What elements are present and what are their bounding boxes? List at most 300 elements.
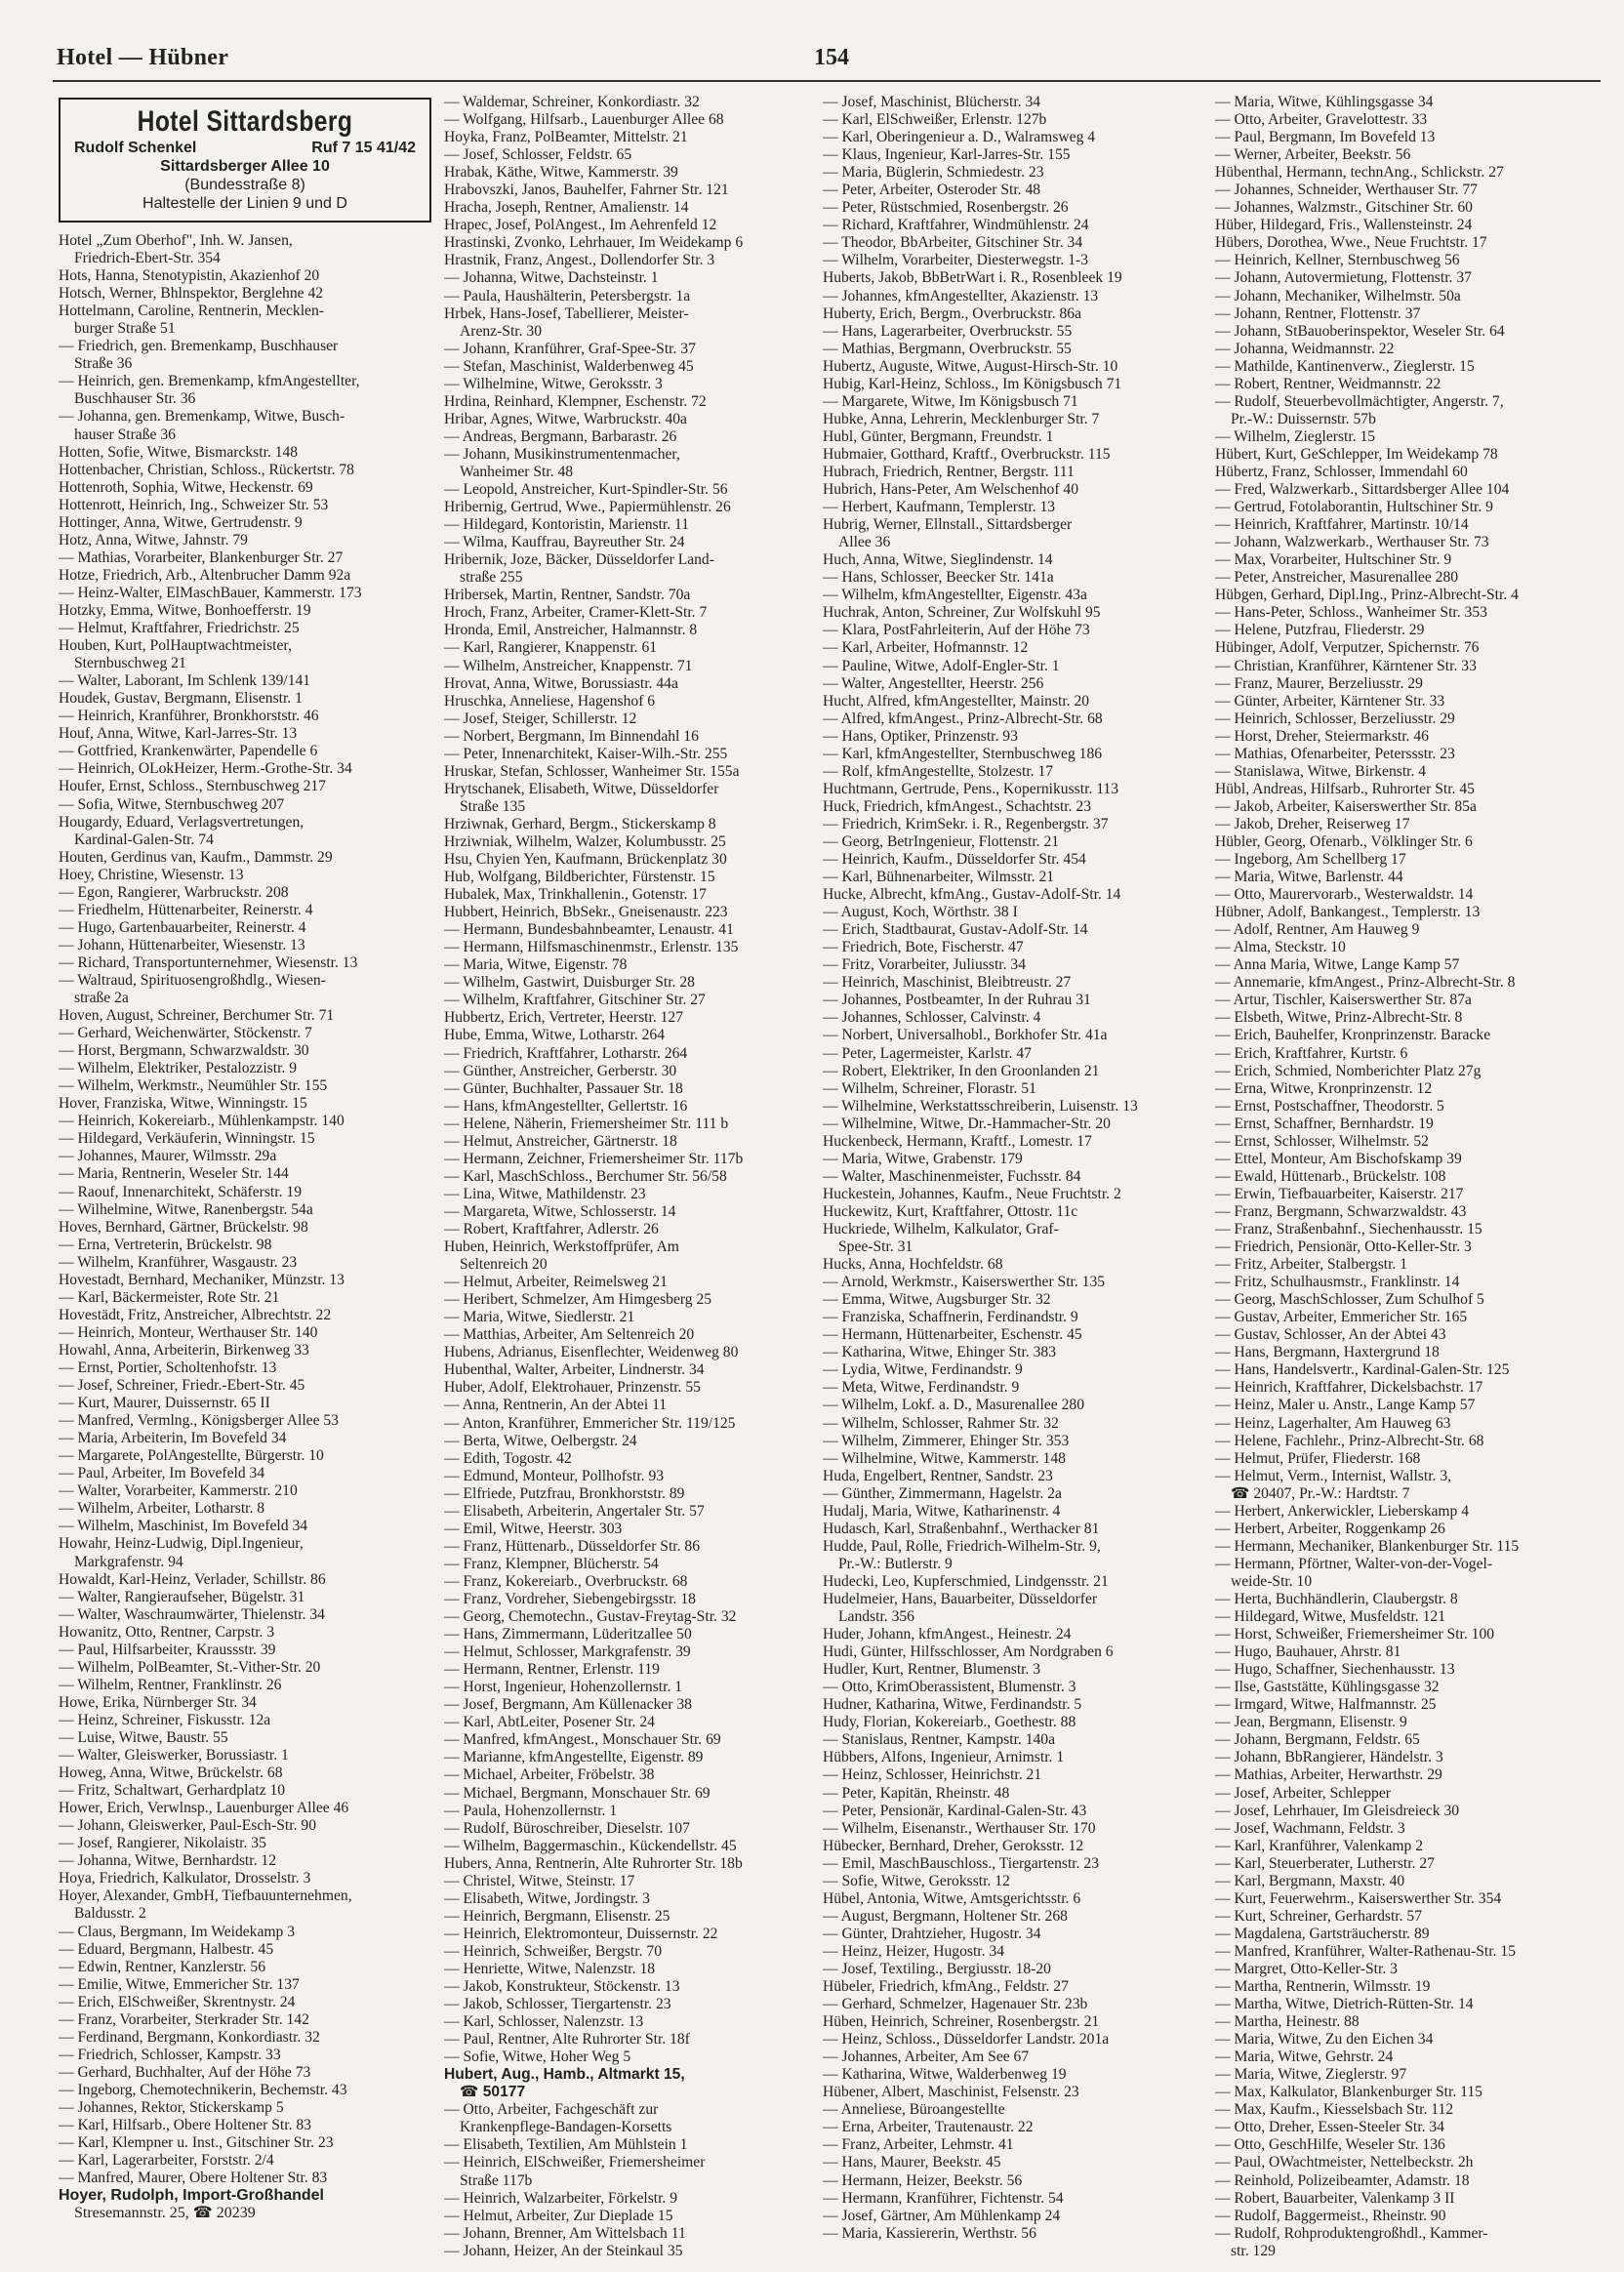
directory-entry: — Johannes, Walzmstr., Gitschiner Str. 60 (1215, 199, 1473, 217)
directory-entry: — Jean, Bergmann, Elisenstr. 9 (1215, 1714, 1407, 1731)
directory-entry: Hubrig, Werner, Ellnstall., Sittardsberger (823, 516, 1073, 534)
directory-entry: — Hermann, Rentner, Erlenstr. 119 (444, 1661, 660, 1679)
directory-entry: — Paul, Bergmann, Im Bovefeld 13 (1215, 129, 1436, 146)
directory-entry: — Wilhelm, Arbeiter, Lotharstr. 8 (59, 1500, 265, 1518)
directory-entry: — Karl, Oberingenieur a. D., Walramsweg 4 (823, 129, 1096, 146)
directory-entry-continuation: burger Straße 51 (74, 320, 176, 338)
directory-entry: — Wilhelm, PolBeamter, St.-Vither-Str. 20 (59, 1658, 321, 1676)
directory-entry: — Franz, Vordreher, Siebengebirgsstr. 18 (444, 1590, 696, 1607)
directory-entry: — Berta, Witwe, Oelbergstr. 24 (444, 1432, 637, 1449)
directory-entry: — Georg, MaschSchlosser, Zum Schulhof 5 (1215, 1291, 1484, 1309)
directory-entry: — Johann, Walzwerkarb., Werthauser Str. 73 (1215, 534, 1489, 551)
directory-entry: Hucks, Anna, Hochfeldstr. 68 (823, 1256, 1003, 1274)
directory-entry: — Waldemar, Schreiner, Konkordiastr. 32 (444, 94, 700, 110)
directory-entry: — Heinz, Heizer, Hugostr. 34 (823, 1942, 1005, 1960)
directory-entry: — Helene, Näherin, Friemersheimer Str. 111 b (444, 1115, 729, 1132)
directory-entry: — Wilhelmine, Witwe, Kammerstr. 148 (823, 1449, 1066, 1467)
directory-entry: — Alfred, kfmAngest., Prinz-Albrecht-Str. 68 (823, 710, 1103, 727)
directory-entry: — Theodor, BbArbeiter, Gitschiner Str. 34 (823, 234, 1083, 252)
bottom-advertisement (59, 2187, 431, 2222)
directory-entry: — Hans, Bergmann, Haxtergrund 18 (1215, 1344, 1440, 1361)
directory-entry: — Emma, Witwe, Augsburger Str. 32 (823, 1291, 1051, 1309)
directory-entry: Hribernik, Joze, Bäcker, Düsseldorfer Land- (444, 551, 714, 569)
directory-entry: Howahl, Anna, Arbeiterin, Birkenweg 33 (59, 1341, 309, 1359)
directory-entry: Hübecker, Bernhard, Dreher, Geroksstr. 12 (823, 1837, 1084, 1854)
directory-entry: — Johanna, Witwe, Dachsteinstr. 1 (444, 269, 659, 287)
directory-entry: Howaldt, Karl-Heinz, Verlader, Schillstr. 86 (59, 1570, 326, 1588)
directory-entry: — Hermann, Pförtner, Walter-von-der-Vogel- (1215, 1555, 1493, 1572)
directory-entry: Hübgen, Gerhard, Dipl.Ing., Prinz-Albrecht-Str. 4 (1215, 587, 1519, 604)
directory-entry: — Josef, Wachmann, Feldstr. 3 (1215, 1819, 1405, 1837)
directory-entry: — Heinrich, OLokHeizer, Herm.-Grothe-Str. 34 (59, 760, 352, 778)
directory-entry: — Walter, Laborant, Im Schlenk 139/141 (59, 672, 311, 690)
directory-entry: — Helene, Putzfrau, Fliederstr. 29 (1215, 622, 1425, 639)
directory-entry: Hotzky, Emma, Witwe, Bonhoefferstr. 19 (59, 601, 311, 619)
directory-entry: Hovestädt, Fritz, Anstreicher, Albrechtstr. 22 (59, 1306, 332, 1323)
directory-entry: — August, Bergmann, Holtener Str. 268 (823, 1907, 1068, 1925)
directory-entry: — Peter, Pensionär, Kardinal-Galen-Str. 43 (823, 1802, 1087, 1819)
directory-entry: Hotz, Anna, Witwe, Jahnstr. 79 (59, 531, 248, 548)
directory-entry: Hruskar, Stefan, Schlosser, Wanheimer Str. 155a (444, 762, 740, 780)
directory-entry-continuation: Arenz-Str. 30 (460, 322, 543, 340)
directory-entry: — Wilhelm, Vorarbeiter, Diesterwegstr. 1-3 (823, 252, 1089, 269)
directory-entry: Hubl, Günter, Bergmann, Freundstr. 1 (823, 427, 1054, 445)
directory-entry: — Emil, Witwe, Heerstr. 303 (444, 1520, 623, 1537)
directory-entry: — Josef, Schlosser, Feldstr. 65 (444, 146, 632, 164)
ad-street: Sittardsberger Allee 10 (160, 158, 330, 175)
directory-entry: Huder, Johann, kfmAngest., Heinestr. 24 (823, 1626, 1072, 1643)
directory-entry: — Franz, Maurer, Berzeliusstr. 29 (1215, 674, 1423, 692)
directory-entry: — Peter, Anstreicher, Masurenallee 280 (1215, 569, 1459, 587)
directory-entry: Hudi, Günter, Hilfsschlosser, Am Nordgraben 6 (823, 1643, 1114, 1661)
ad-hotel-name: Hotel Sittardsberg (137, 105, 353, 138)
directory-entry: Hüben, Heinrich, Schreiner, Rosenbergstr. 21 (823, 2013, 1100, 2031)
directory-entry: — Karl, Lagerarbeiter, Forststr. 2/4 (59, 2152, 274, 2170)
directory-entry-continuation: Straße 135 (460, 797, 526, 815)
directory-entry: — Heribert, Schmelzer, Am Himgesberg 25 (444, 1291, 712, 1309)
directory-entry: — Kurt, Maurer, Duissernstr. 65 II (59, 1395, 270, 1412)
directory-entry: — Lydia, Witwe, Ferdinandstr. 9 (823, 1361, 1023, 1379)
directory-entry: — Johannes, Arbeiter, Am See 67 (823, 2049, 1030, 2066)
directory-entry: — Paul, Rentner, Alte Ruhrorter Str. 18f (444, 2031, 690, 2049)
directory-entry: Hottelmann, Caroline, Rentnerin, Mecklen- (59, 303, 324, 320)
directory-entry: — Mathias, Arbeiter, Herwarthstr. 29 (1215, 1766, 1442, 1784)
directory-entry: — Ewald, Hüttenarb., Brückelstr. 108 (1215, 1167, 1446, 1185)
directory-entry: — Mathias, Bergmann, Overbruckstr. 55 (823, 340, 1072, 357)
directory-entry: Huberts, Jakob, BbBetrWart i. R., Rosenbleek 19 (823, 269, 1122, 287)
directory-entry: — Otto, Dreher, Essen-Steeler Str. 34 (1215, 2119, 1444, 2136)
directory-entry: Houdek, Gustav, Bergmann, Elisenstr. 1 (59, 690, 303, 708)
directory-entry: — Otto, Maurervorarb., Westerwaldstr. 14 (1215, 886, 1474, 904)
directory-entry: — Erna, Arbeiter, Trautenaustr. 22 (823, 2119, 1034, 2136)
directory-entry: — Martha, Witwe, Dietrich-Rütten-Str. 14 (1215, 1996, 1474, 2013)
directory-entry: Hubers, Anna, Rentnerin, Alte Ruhrorter Str. 18b (444, 1854, 743, 1872)
directory-entry: Hudler, Kurt, Rentner, Blumenstr. 3 (823, 1661, 1041, 1679)
directory-entry: Hrabak, Käthe, Witwe, Kammerstr. 39 (444, 164, 678, 182)
directory-entry: — Ingeborg, Chemotechnikerin, Bechemstr. 43 (59, 2081, 347, 2098)
directory-entry: — Heinrich, Kraftfahrer, Dickelsbachstr. 17 (1215, 1379, 1483, 1397)
directory-entry: Huberty, Erich, Bergm., Overbruckstr. 86a (823, 304, 1082, 322)
directory-entry: — Johanna, gen. Bremenkamp, Witwe, Busch- (59, 408, 345, 426)
directory-entry: Hrastnik, Franz, Angest., Dollendorfer Str. 3 (444, 252, 715, 269)
directory-entry: — Johannes, Schlosser, Calvinstr. 4 (823, 1009, 1041, 1027)
directory-entry: — Sofie, Witwe, Hoher Weg 5 (444, 2049, 631, 2066)
directory-entry-continuation: weide-Str. 10 (1231, 1572, 1313, 1590)
directory-entry: — Martha, Heinestr. 88 (1215, 2013, 1360, 2031)
directory-entry: — Walter, Angestellter, Heerstr. 256 (823, 674, 1044, 692)
directory-entry: — Hermann, Hüttenarbeiter, Eschenstr. 45 (823, 1326, 1082, 1344)
directory-entry: — Fritz, Vorarbeiter, Juliusstr. 34 (823, 956, 1027, 974)
directory-entry: Huber, Adolf, Elektrohauer, Prinzenstr. 55 (444, 1379, 701, 1397)
directory-entry: — Meta, Witwe, Ferdinandstr. 9 (823, 1379, 1020, 1397)
directory-entry: — Gottfried, Krankenwärter, Papendelle 6 (59, 743, 318, 760)
directory-entry: — Helmut, Verm., Internist, Wallstr. 3, (1215, 1467, 1452, 1484)
directory-entry: — Herbert, Kaufmann, Templerstr. 13 (823, 499, 1056, 516)
directory-entry: — Robert, Bauarbeiter, Valenkamp 3 II (1215, 2189, 1455, 2207)
column-1-entries (59, 232, 431, 2187)
directory-entry: Hübbers, Alfons, Ingenieur, Arnimstr. 1 (823, 1749, 1065, 1766)
directory-entry: — Heinrich, Kranführer, Bronkhorststr. 46 (59, 708, 319, 725)
directory-entry: — Gerhard, Schmelzer, Hagenauer Str. 23b (823, 1996, 1088, 2013)
directory-entry: — Franz, Bergmann, Schwarzwaldstr. 43 (1215, 1202, 1467, 1220)
directory-entry-continuation: Allee 36 (838, 534, 891, 551)
directory-entry: — Horst, Dreher, Steiermarkstr. 46 (1215, 727, 1429, 745)
directory-entry: Hubertz, Auguste, Witwe, August-Hirsch-Str. 10 (823, 357, 1118, 375)
directory-entry: — Karl, Schlosser, Nalenzstr. 13 (444, 2013, 644, 2031)
directory-entry: — Ernst, Portier, Scholtenhofstr. 13 (59, 1359, 277, 1376)
directory-entry: — Franziska, Schaffnerin, Ferdinandstr. 9 (823, 1309, 1078, 1326)
directory-entry: — Rudolf, Rohproduktengroßhdl., Kammer- (1215, 2224, 1488, 2242)
directory-entry: Hucht, Alfred, kfmAngestellter, Mainstr. 20 (823, 692, 1090, 710)
directory-entry: — Klara, PostFahrleiterin, Auf der Höhe 73 (823, 622, 1090, 639)
directory-entry: — Claus, Bergmann, Im Weidekamp 3 (59, 1923, 295, 1940)
directory-entry: — Maria, Witwe, Siedlerstr. 21 (444, 1309, 635, 1326)
directory-entry: — Egon, Rangierer, Warbruckstr. 208 (59, 883, 289, 901)
directory-entry: — Wilma, Kauffrau, Bayreuther Str. 24 (444, 534, 685, 551)
directory-entry: — Rolf, kfmAngestellte, Stolzestr. 17 (823, 762, 1054, 780)
directory-entry: — Wilhelm, Zimmerer, Ehinger Str. 353 (823, 1432, 1070, 1449)
directory-entry: — Johann, Gleiswerker, Paul-Esch-Str. 90 (59, 1817, 316, 1835)
directory-entry: — Lina, Witwe, Mathildenstr. 23 (444, 1185, 646, 1202)
directory-entry: — Johann, Musikinstrumentenmacher, (444, 445, 680, 463)
directory-entry: — Johann, Mechaniker, Wilhelmstr. 50a (1215, 287, 1461, 304)
directory-entry: Hruschka, Anneliese, Hagenshof 6 (444, 692, 656, 710)
directory-entry: — Heinrich, gen. Bremenkamp, kfmAngestellter, (59, 373, 360, 390)
directory-entry-continuation: Pr.-W.: Butlerstr. 9 (838, 1555, 953, 1572)
column-2 (444, 94, 815, 2260)
directory-entry: Hübener, Albert, Maschinist, Felsenstr. 23 (823, 2084, 1079, 2101)
directory-entry: — Elisabeth, Arbeiterin, Angertaler Str. 57 (444, 1502, 705, 1520)
directory-entry: — Karl, Hilfsarb., Obere Holtener Str. 83 (59, 2117, 311, 2134)
directory-entry: Hribersek, Martin, Rentner, Sandstr. 70a (444, 587, 691, 604)
directory-entry: Hottenrott, Heinrich, Ing., Schweizer Str. 53 (59, 496, 329, 513)
directory-entry: — Heinrich, Kaufm., Düsseldorfer Str. 454 (823, 851, 1086, 869)
directory-entry: — Heinrich, Kokereiarb., Mühlenkampstr. 140 (59, 1113, 345, 1130)
directory-entry: — Edith, Togostr. 42 (444, 1449, 572, 1467)
directory-entry: — Jakob, Schlosser, Tiergartenstr. 23 (444, 1996, 671, 2013)
directory-entry-continuation: hauser Straße 36 (74, 426, 176, 443)
ad-owner: Rudolf Schenkel (74, 140, 197, 156)
directory-entry: — Walter, Maschinenmeister, Fuchsstr. 84 (823, 1167, 1081, 1185)
column-4 (1215, 94, 1624, 2260)
directory-entry: — Günter, Buchhalter, Passauer Str. 18 (444, 1079, 683, 1097)
directory-entry: — Wilhelm, Elektriker, Pestalozzistr. 9 (59, 1060, 298, 1077)
directory-entry: — Heinz, Schloss., Düsseldorfer Landstr. 201a (823, 2031, 1110, 2049)
column-1 (59, 94, 431, 2222)
directory-entry: — Waltraud, Spirituosengroßhdlg., Wiesen- (59, 971, 326, 989)
directory-entry: — Friedrich, Pensionär, Otto-Keller-Str. 3 (1215, 1238, 1472, 1256)
directory-entry: — Rudolf, Baggermeist., Rheinstr. 90 (1215, 2207, 1446, 2224)
directory-entry: — Maria, Büglerin, Schmiedestr. 23 (823, 164, 1044, 182)
bottom-ad-line-2: Stresemannstr. 25, ☎ 20239 (74, 2205, 256, 2222)
directory-entry: — Karl, kfmAngestellter, Sternbuschweg 186 (823, 745, 1103, 762)
directory-entry: — Eduard, Bergmann, Halbestr. 45 (59, 1940, 274, 1958)
directory-entry: — Martha, Rentnerin, Wilmsstr. 19 (1215, 1978, 1431, 1996)
directory-entry: — Manfred, Vermlng., Königsberger Allee 53 (59, 1412, 339, 1430)
directory-entry: — Heinz, Maler u. Anstr., Lange Kamp 57 (1215, 1397, 1476, 1414)
directory-entry: — Anneliese, Büroangestellte (823, 2101, 1005, 2119)
directory-entry: — Wolfgang, Hilfsarb., Lauenburger Allee 68 (444, 111, 724, 129)
directory-entry: — Wilhelm, Eisenanstr., Werthauser Str. 170 (823, 1819, 1096, 1837)
directory-entry: — Horst, Ingenieur, Hohenzollernstr. 1 (444, 1679, 683, 1696)
directory-entry: Hrziwniak, Wilhelm, Walzer, Kolumbusstr. 25 (444, 832, 726, 850)
directory-entry: — Josef, Arbeiter, Schlepper (1215, 1784, 1391, 1802)
directory-entry: Huckestein, Johannes, Kaufm., Neue Fruchtstr. 2 (823, 1185, 1121, 1202)
directory-entry: Houben, Kurt, PolHauptwachtmeister, (59, 637, 292, 655)
directory-entry: Hubbert, Heinrich, BbSekr., Gneisenaustr. 223 (444, 904, 728, 921)
directory-entry: — Margarete, PolAngestellte, Bürgerstr. 10 (59, 1447, 324, 1465)
directory-entry: — Annemarie, kfmAngest., Prinz-Albrecht-Str. 8 (1215, 974, 1516, 992)
directory-entry: — Mathias, Vorarbeiter, Blankenburger Str. 27 (59, 548, 344, 566)
directory-entry: — Josef, Lehrhauer, Im Gleisdreieck 30 (1215, 1802, 1460, 1819)
directory-entry: Houf, Anna, Witwe, Karl-Jarres-Str. 13 (59, 725, 298, 743)
directory-entry: — Heinrich, Maschinist, Bleibtreustr. 27 (823, 974, 1072, 992)
directory-entry: — Günther, Zimmermann, Hagelstr. 2a (823, 1484, 1062, 1502)
directory-entry: — Hans, Handelsvertr., Kardinal-Galen-Str. 125 (1215, 1361, 1510, 1379)
directory-entry: Hrovat, Anna, Witwe, Borussiastr. 44a (444, 674, 678, 692)
directory-entry-continuation: Kardinal-Galen-Str. 74 (74, 831, 214, 848)
ad-owner-row (66, 139, 424, 157)
directory-entry: — Hans, Optiker, Prinzenstr. 93 (823, 727, 1018, 745)
directory-entry: Hoven, August, Schreiner, Berchumer Str. 71 (59, 1007, 335, 1025)
directory-entry: — Jakob, Arbeiter, Kaiserswerther Str. 85a (1215, 797, 1477, 815)
directory-entry: Huck, Friedrich, kfmAngest., Schachtstr. 23 (823, 797, 1092, 815)
directory-entry: — Emil, MaschBauschloss., Tiergartenstr. 23 (823, 1854, 1099, 1872)
directory-entry: — Paul, Arbeiter, Im Bovefeld 34 (59, 1465, 265, 1482)
directory-entry: — Erich, Bauhelfer, Kronprinzenstr. Baracke (1215, 1027, 1491, 1044)
directory-entry: Hoyer, Alexander, GmbH, Tiefbauunternehmen, (59, 1887, 352, 1905)
directory-entry: — Katharina, Witwe, Walderbenweg 19 (823, 2066, 1067, 2084)
directory-entry: — Norbert, Bergmann, Im Binnendahl 16 (444, 727, 699, 745)
directory-entry: — Johann, Autovermietung, Flottenstr. 37 (1215, 269, 1472, 287)
directory-entry: — Friedrich, Bote, Fischerstr. 47 (823, 939, 1024, 956)
directory-entry: — Wilhelm, Kranführer, Wasgaustr. 23 (59, 1253, 298, 1271)
directory-entry: — Christian, Kranführer, Kärntener Str. 33 (1215, 657, 1477, 674)
directory-entry: Howahr, Heinz-Ludwig, Dipl.Ingenieur, (59, 1535, 304, 1553)
directory-entry: — Luise, Witwe, Baustr. 55 (59, 1728, 228, 1746)
directory-entry: — Raouf, Innenarchitekt, Schäferstr. 19 (59, 1183, 302, 1200)
directory-entry: — Heinz, Schlosser, Heinrichstr. 21 (823, 1766, 1042, 1784)
directory-entry: Hotel „Zum Oberhof", Inh. W. Jansen, (59, 232, 293, 249)
directory-entry: — Maria, Kassiererin, Werthstr. 56 (823, 2224, 1036, 2242)
directory-entry: — Günther, Anstreicher, Gerberstr. 30 (444, 1062, 677, 1079)
directory-entry: — Michael, Arbeiter, Fröbelstr. 38 (444, 1766, 655, 1784)
directory-entry: — Walter, Rangieraufseher, Bügelstr. 31 (59, 1588, 305, 1605)
directory-entry: Hougardy, Eduard, Verlagsvertretungen, (59, 813, 304, 831)
directory-entry: — Hans, kfmAngestellter, Gellertstr. 16 (444, 1097, 688, 1115)
directory-entry: Hotsch, Werner, Bhlnspektor, Berglehne 42 (59, 285, 324, 303)
directory-entry: — Erich, Kraftfahrer, Kurtstr. 6 (1215, 1044, 1408, 1062)
directory-entry: — Franz, Hüttenarb., Düsseldorfer Str. 86 (444, 1537, 701, 1555)
directory-entry: — Friedrich, Schlosser, Kampstr. 33 (59, 2046, 281, 2063)
directory-entry: — Fritz, Schaltwart, Gerhardplatz 10 (59, 1782, 286, 1800)
directory-entry: — Wilhelmine, Werkstattsschreiberin, Luisenstr. 13 (823, 1097, 1138, 1115)
directory-entry: — Kurt, Feuerwehrm., Kaiserswerther Str. 354 (1215, 1889, 1502, 1907)
directory-entry: — Hildegard, Kontoristin, Marienstr. 11 (444, 516, 690, 534)
directory-entry: — Josef, Bergmann, Am Küllenacker 38 (444, 1696, 692, 1714)
directory-entry: Hubenthal, Walter, Arbeiter, Lindnerstr. 34 (444, 1361, 705, 1379)
directory-entry: Hrapec, Josef, PolAngest., Im Aehrenfeld 12 (444, 217, 717, 234)
directory-entry: — Margareta, Witwe, Schlosserstr. 14 (444, 1202, 676, 1220)
directory-entry: — Anna, Rentnerin, An der Abtei 11 (444, 1397, 668, 1414)
directory-entry: — Peter, Lagermeister, Karlstr. 47 (823, 1044, 1032, 1062)
directory-entry: — Hans, Lagerarbeiter, Overbruckstr. 55 (823, 322, 1073, 340)
directory-entry-continuation: Wanheimer Str. 48 (460, 463, 574, 480)
directory-entry: Hubrach, Friedrich, Rentner, Bergstr. 111 (823, 463, 1075, 480)
directory-entry: — Herbert, Arbeiter, Roggenkamp 26 (1215, 1520, 1445, 1537)
directory-entry: — Hermann, Bundesbahnbeamter, Lenaustr. 41 (444, 921, 734, 939)
directory-entry: — Erna, Vertreterin, Brückelstr. 98 (59, 1236, 272, 1253)
directory-entry: Hudy, Florian, Kokereiarb., Goethestr. 88 (823, 1714, 1076, 1731)
directory-entry-continuation: Seltenreich 20 (460, 1256, 548, 1274)
hotel-advertisement (59, 98, 431, 223)
directory-entry: — Josef, Rangierer, Nikolaistr. 35 (59, 1835, 266, 1852)
directory-entry: — Max, Kaufm., Kiesselsbach Str. 112 (1215, 2101, 1454, 2119)
directory-entry: — Maria, Witwe, Zieglerstr. 97 (1215, 2066, 1407, 2084)
directory-entry: — Leopold, Anstreicher, Kurt-Spindler-Str. 56 (444, 481, 728, 499)
directory-entry: — Friedhelm, Hüttenarbeiter, Reinerstr. 4 (59, 901, 313, 918)
directory-entry: — Heinrich, Bergmann, Elisenstr. 25 (444, 1907, 670, 1925)
directory-entry: — Hermann, Kranführer, Fichtenstr. 54 (823, 2189, 1064, 2207)
directory-entry: Hübl, Andreas, Hilfsarb., Ruhrorter Str. 45 (1215, 780, 1475, 797)
directory-entry: — Otto, GeschHilfe, Weseler Str. 136 (1215, 2136, 1445, 2154)
directory-entry: — Franz, Kokereiarb., Overbruckstr. 68 (444, 1572, 688, 1590)
directory-entry: — Erich, ElSchweißer, Skrentnystr. 24 (59, 1993, 296, 2010)
directory-entry: Hübinger, Adolf, Verputzer, Spichernstr. 76 (1215, 639, 1480, 657)
directory-entry: — Ernst, Schlosser, Wilhelmstr. 52 (1215, 1132, 1429, 1150)
directory-entry: — Wilhelm, Schreiner, Florastr. 51 (823, 1079, 1036, 1097)
directory-entry: Houten, Gerdinus van, Kaufm., Dammstr. 29 (59, 848, 333, 866)
directory-entry: — Johannes, Schneider, Werthauser Str. 77 (1215, 182, 1478, 199)
directory-entry: — Maria, Witwe, Gehrstr. 24 (1215, 2049, 1394, 2066)
directory-entry: — Helmut, Arbeiter, Zur Dieplade 15 (444, 2207, 673, 2224)
directory-entry: Huckewitz, Kurt, Kraftfahrer, Ottostr. 11c (823, 1202, 1078, 1220)
directory-entry: — Wilhelm, kfmAngestellter, Eigenstr. 43a (823, 587, 1087, 604)
directory-entry: — Josef, Gärtner, Am Mühlenkamp 24 (823, 2207, 1061, 2224)
bottom-ad-line-1: Hoyer, Rudolph, Import-Großhandel (59, 2187, 324, 2205)
directory-entry: Hubke, Anna, Lehrerin, Mecklenburger Str. 7 (823, 410, 1100, 427)
directory-entry: Hottinger, Anna, Witwe, Gertrudenstr. 9 (59, 513, 303, 531)
directory-entry: Hoya, Friedrich, Kalkulator, Drosselstr. 3 (59, 1870, 311, 1887)
directory-entry-continuation: Spee-Str. 31 (838, 1238, 914, 1256)
directory-entry: — Fritz, Schulhausmstr., Franklinstr. 14 (1215, 1274, 1460, 1291)
directory-entry-continuation: straße 2a (74, 990, 129, 1007)
directory-entry: — Peter, Kapitän, Rheinstr. 48 (823, 1784, 1010, 1802)
directory-entry: — Helmut, Kraftfahrer, Friedrichstr. 25 (59, 620, 300, 637)
directory-entry: Hudalj, Maria, Witwe, Katharinenstr. 4 (823, 1502, 1061, 1520)
directory-entry: — Elisabeth, Textilien, Am Mühlstein 1 (444, 2136, 688, 2154)
directory-entry: — Gustav, Schlosser, An der Abtei 43 (1215, 1326, 1446, 1344)
directory-entry: — Paula, Haushälterin, Petersbergstr. 1a (444, 287, 691, 304)
directory-entry: — Franz, Vorarbeiter, Sterkrader Str. 142 (59, 2010, 309, 2028)
directory-entry: Hower, Erich, Verwlnsp., Lauenburger Allee 46 (59, 1800, 349, 1817)
directory-entry: — Anna Maria, Witwe, Lange Kamp 57 (1215, 956, 1460, 974)
directory-entry: — Fritz, Arbeiter, Stalbergstr. 1 (1215, 1256, 1408, 1274)
directory-entry: Houfer, Ernst, Schloss., Sternbuschweg 217 (59, 778, 326, 795)
directory-entry: — Herta, Buchhändlerin, Claubergstr. 8 (1215, 1590, 1458, 1607)
directory-entry: — Sofie, Witwe, Geroksstr. 12 (823, 1872, 1010, 1889)
directory-entry: Hrziwnak, Gerhard, Bergm., Stickerskamp 8 (444, 815, 716, 832)
directory-entry: Hübert, Kurt, GeSchlepper, Im Weidekamp 78 (1215, 445, 1498, 463)
directory-entry: Hubens, Adrianus, Eisenflechter, Weidenweg 80 (444, 1344, 739, 1361)
directory-entry: Huch, Anna, Witwe, Sieglindenstr. 14 (823, 551, 1053, 569)
directory-entry: — Maria, Witwe, Zu den Eichen 34 (1215, 2031, 1434, 2049)
directory-entry: — Karl, Bäckermeister, Rote Str. 21 (59, 1288, 280, 1306)
directory-entry: Hovestadt, Bernhard, Mechaniker, Münzstr. 13 (59, 1271, 345, 1288)
directory-entry: — Helmut, Prüfer, Fliederstr. 168 (1215, 1449, 1421, 1467)
directory-entry: — Reinhold, Polizeibeamter, Adamstr. 18 (1215, 2171, 1470, 2189)
directory-entry-continuation: Pr.-W.: Duissernstr. 57b (1231, 410, 1376, 427)
directory-entry: — Franz, Klempner, Blücherstr. 54 (444, 1555, 659, 1572)
directory-entry: — Robert, Kraftfahrer, Adlerstr. 26 (444, 1221, 659, 1237)
directory-entry: Hubmaier, Gotthard, Kraftf., Overbruckstr. 115 (823, 445, 1111, 463)
directory-entry: — Karl, Bühnenarbeiter, Wilmsstr. 21 (823, 869, 1055, 886)
directory-entry: — Peter, Rüstschmied, Rosenbergstr. 26 (823, 199, 1069, 217)
directory-entry: — Heinrich, Monteur, Werthauser Str. 140 (59, 1323, 318, 1341)
directory-entry: — Heinrich, Schweißer, Bergstr. 70 (444, 1942, 662, 1960)
directory-entry: — Friedrich, KrimSekr. i. R., Regenbergstr. 37 (823, 815, 1109, 832)
directory-entry: — Wilhelm, Schlosser, Rahmer Str. 32 (823, 1414, 1059, 1432)
directory-entry: — Edmund, Monteur, Pollhofstr. 93 (444, 1467, 665, 1484)
directory-entry: — Karl, Kranführer, Valenkamp 2 (1215, 1837, 1423, 1854)
directory-entry: — Max, Kalkulator, Blankenburger Str. 115 (1215, 2084, 1482, 2101)
directory-entry: — Heinrich, Kraftfahrer, Martinstr. 10/14 (1215, 516, 1469, 534)
directory-entry: — Robert, Rentner, Weidmannstr. 22 (1215, 375, 1441, 392)
directory-entry: — Josef, Schreiner, Friedr.-Ebert-Str. 45 (59, 1377, 305, 1395)
column-3-entries (823, 94, 1203, 2243)
directory-entry: — Jakob, Dreher, Reiserweg 17 (1215, 815, 1410, 832)
directory-entry: — Ferdinand, Bergmann, Konkordiastr. 32 (59, 2028, 320, 2046)
directory-entry: — Maria, Witwe, Eigenstr. 78 (444, 956, 628, 974)
directory-entry: — Georg, Chemotechn., Gustav-Freytag-Str. 32 (444, 1608, 737, 1626)
directory-entry: — Heinz, Schreiner, Fiskusstr. 12a (59, 1711, 271, 1728)
directory-entry: — Johannes, Maurer, Wilmsstr. 29a (59, 1148, 277, 1165)
directory-entry-continuation: Buschhauser Str. 36 (74, 390, 196, 408)
ad-stop: Haltestelle der Linien 9 und D (142, 195, 347, 212)
directory-entry-continuation: straße 255 (460, 569, 523, 587)
directory-entry: — Ernst, Schaffner, Bernhardstr. 19 (1215, 1115, 1434, 1132)
directory-entry: — Christel, Witwe, Steinstr. 17 (444, 1872, 635, 1889)
directory-entry: — Gerhard, Buchhalter, Auf der Höhe 73 (59, 2063, 311, 2081)
directory-entry: — Richard, Transportunternehmer, Wiesenstr. 13 (59, 953, 358, 971)
ad-road: (Bundesstraße 8) (184, 177, 305, 193)
directory-entry: Hover, Franziska, Witwe, Winningstr. 15 (59, 1095, 307, 1113)
header-rule (53, 80, 1601, 82)
directory-entry: — Wilhelm, Kraftfahrer, Gitschiner Str. 27 (444, 992, 706, 1009)
directory-entry: — Matthias, Arbeiter, Am Seltenreich 20 (444, 1326, 695, 1344)
directory-entry: Hottenbacher, Christian, Schloss., Rückertstr. 78 (59, 461, 354, 478)
directory-entry: — Arnold, Werkmstr., Kaiserswerther Str. 135 (823, 1274, 1106, 1291)
